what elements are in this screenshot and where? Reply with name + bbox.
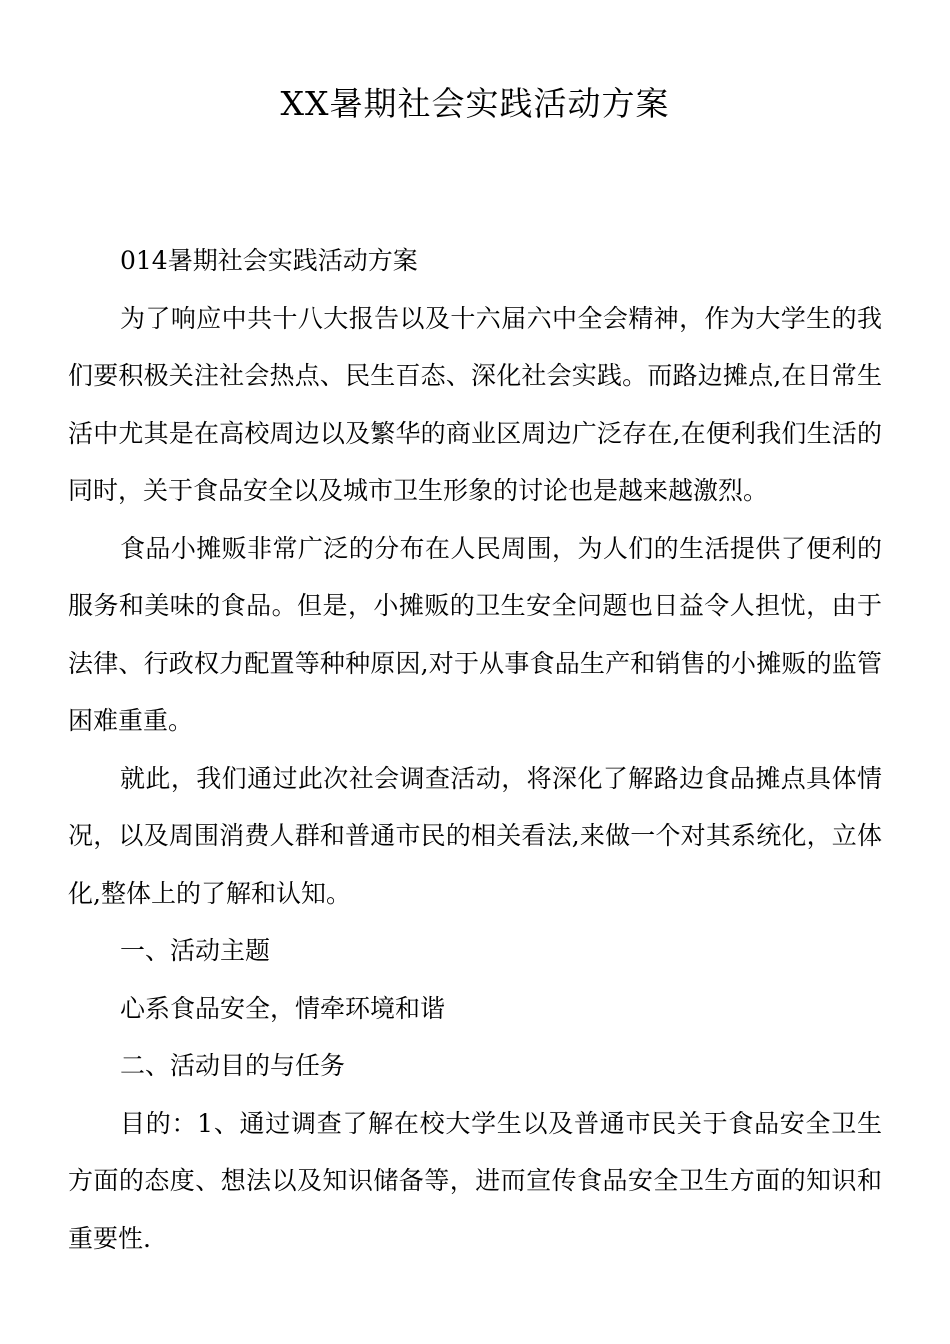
theme-paragraph: 心系食品安全，情牵环境和谐	[120, 993, 446, 1023]
section-heading-theme: 一、活动主题	[120, 936, 271, 965]
goals-paragraph: 目的：1、通过调查了解在校大学生以及普通市民关于食品安全卫生方面的态度、想法以及知识储备等，进而宣传食品安全卫生方面的知识和重要性.	[68, 1108, 882, 1253]
subtitle-paragraph: 014暑期社会实践活动方案	[120, 246, 418, 275]
document-body	[68, 232, 882, 1267]
section-heading-goals: 二、活动目的与任务	[120, 1051, 346, 1080]
background-paragraph: 食品小摊贩非常广泛的分布在人民周围，为人们的生活提供了便利的服务和美味的食品。但是，小摊贩的卫生安全问题也日益令人担忧，由于法律、行政权力配置等种种原因,对于从事食品生产和销售的小摊贩的监管困难重重。	[68, 533, 882, 735]
intro-paragraph: 为了响应中共十八大报告以及十六届六中全会精神，作为大学生的我们要积极关注社会热点、民生百态、深化社会实践。而路边摊点,在日常生活中尤其是在高校周边以及繁华的商业区周边广泛存在,在便利我们生活的同时，关于食品安全以及城市卫生形象的讨论也是越来越激烈。	[68, 303, 882, 505]
purpose-paragraph: 就此，我们通过此次社会调查活动，将深化了解路边食品摊点具体情况，以及周围消费人群和普通市民的相关看法,来做一个对其系统化，立体化,整体上的了解和认知。	[68, 763, 882, 908]
document-title: XX暑期社会实践活动方案	[280, 84, 670, 123]
